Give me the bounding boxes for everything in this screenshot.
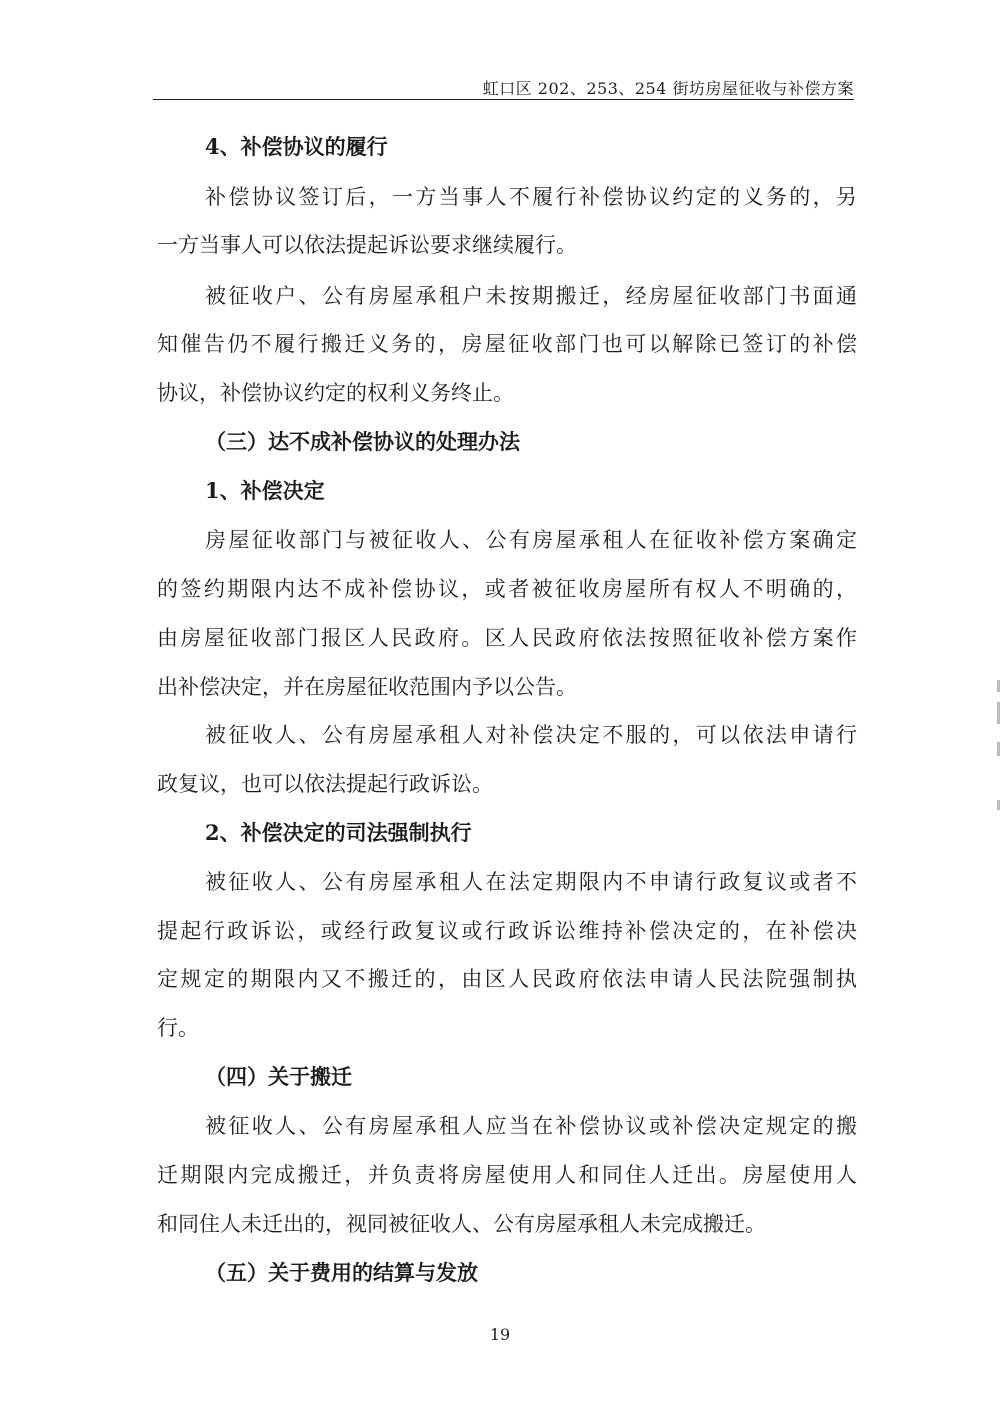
paragraph-line: 一方当事人可以依法提起诉讼要求继续履行。 — [157, 233, 577, 257]
paragraph-line: 由房屋征收部门报区人民政府。区人民政府依法按照征收补偿方案作 — [157, 626, 857, 650]
paragraph-line: 房屋征收部门与被征收人、公有房屋承租人在征收补偿方案确定 — [205, 528, 857, 552]
paragraph-line: 被征收户、公有房屋承租户未按期搬迁，经房屋征收部门书面通 — [205, 284, 857, 308]
paragraph-line: 的签约期限内达不成补偿协议，或者被征收房屋所有权人不明确的， — [157, 577, 857, 601]
paragraph-line: 政复议，也可以依法提起行政诉讼。 — [157, 772, 493, 796]
paragraph-line: 行。 — [157, 1016, 199, 1040]
paragraph-line: 知催告仍不履行搬迁义务的，房屋征收部门也可以解除已签订的补偿 — [157, 332, 857, 356]
header-title: 虹口区 202、253、254 街坊房屋征收与补偿方案 — [482, 79, 854, 98]
section-heading: 1、补偿决定 — [205, 478, 325, 503]
paragraph-line: 被征收人、公有房屋承租人应当在补偿协议或补偿决定规定的搬 — [205, 1114, 857, 1138]
section-heading: （三）达不成补偿协议的处理办法 — [205, 429, 520, 454]
header-rule — [153, 99, 854, 100]
paragraph-line: 被征收人、公有房屋承租人在法定期限内不申请行政复议或者不 — [205, 870, 857, 894]
section-heading: 2、补偿决定的司法强制执行 — [205, 820, 472, 845]
section-heading: （五）关于费用的结算与发放 — [205, 1260, 478, 1285]
paragraph-line: 迁期限内完成搬迁，并负责将房屋使用人和同住人迁出。房屋使用人 — [157, 1163, 857, 1187]
section-heading: （四）关于搬迁 — [205, 1064, 352, 1089]
page-number: 19 — [489, 1325, 511, 1344]
paragraph-line: 和同住人未迁出的，视同被征收人、公有房屋承租人未完成搬迁。 — [157, 1212, 766, 1236]
paragraph-line: 协议，补偿协议约定的权利义务终止。 — [157, 381, 514, 405]
paragraph-line: 补偿协议签订后，一方当事人不履行补偿协议约定的义务的，另 — [205, 185, 857, 209]
paragraph-line: 被征收人、公有房屋承租人对补偿决定不服的，可以依法申请行 — [205, 723, 857, 747]
paragraph-line: 出补偿决定，并在房屋征收范围内予以公告。 — [157, 675, 577, 699]
section-heading: 4、补偿协议的履行 — [205, 134, 388, 159]
paragraph-line: 定规定的期限内又不搬迁的，由区人民政府依法申请人民法院强制执 — [157, 967, 857, 991]
paragraph-line: 提起行政诉讼，或经行政复议或行政诉讼维持补偿决定的，在补偿决 — [157, 919, 857, 943]
